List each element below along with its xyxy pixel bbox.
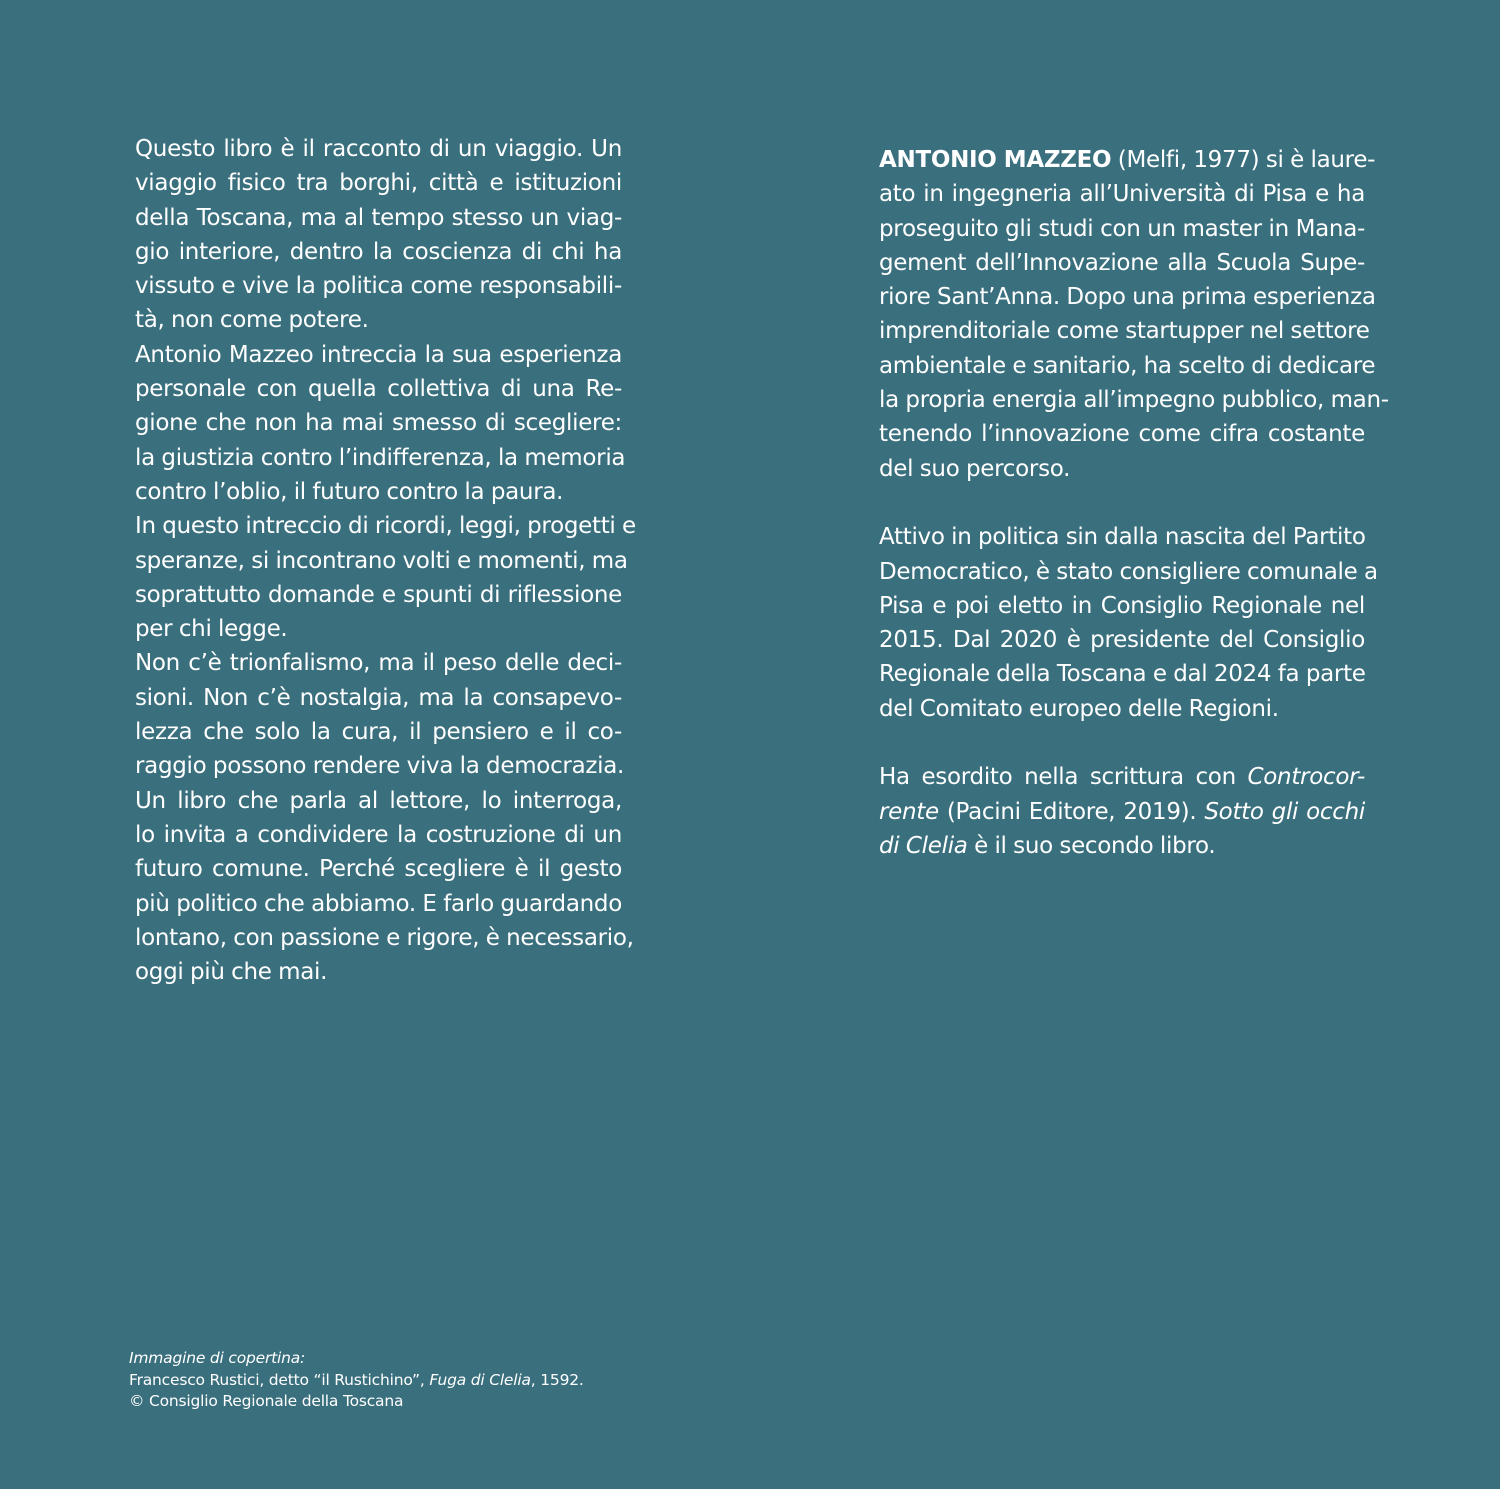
text-line: vissuto e vive la politica come responsabili-	[135, 273, 622, 300]
credits-artist: Francesco Rustici, detto “il Rustichino”,	[129, 1370, 430, 1389]
text-line: sioni. Non c’è nostalgia, ma la consapevo-	[135, 684, 622, 711]
bio-text: Ha esordito nella scrittura con	[879, 764, 1248, 791]
text-line: Questo libro è il racconto di un viaggio. Un	[135, 136, 622, 162]
text-line: Pisa e poi eletto in Consiglio Regionale nel	[879, 592, 1365, 619]
text-line: futuro comune. Perché scegliere è il gesto	[135, 856, 622, 883]
book-title-1-cont: rente	[879, 798, 939, 825]
text-line: ambientale e sanitario, ha scelto di dedicare	[879, 352, 1376, 379]
bio-line	[879, 760, 1365, 794]
text-line: Antonio Mazzeo intreccia la sua esperienza	[135, 341, 622, 368]
paragraph-gap	[879, 726, 1365, 760]
text-line: per chi legge.	[135, 616, 288, 643]
book-title-2: Sotto gli occhi	[1204, 798, 1365, 825]
text-line: oggi più che mai.	[135, 959, 328, 986]
book-title-2-cont: di Clelia	[879, 832, 968, 859]
credits-year: , 1592.	[530, 1370, 584, 1389]
text-line: la propria energia all’impegno pubblico, man-	[879, 387, 1389, 414]
bio-line	[879, 795, 1365, 829]
bio-text: (Melfi, 1977) si è laure-	[1111, 147, 1376, 173]
text-line: tenendo l’innovazione come cifra costante	[879, 421, 1365, 448]
text-line: lezza che solo la cura, il pensiero e il co-	[135, 719, 622, 746]
credits-work-title: Fuga di Clelia	[429, 1370, 531, 1389]
text-line: riore Sant’Anna. Dopo una prima esperienza	[879, 284, 1376, 311]
text-line: Attivo in politica sin dalla nascita del Partito	[879, 524, 1366, 551]
text-line: In questo intreccio di ricordi, leggi, progetti e	[135, 513, 636, 540]
text-line: 2015. Dal 2020 è presidente del Consiglio	[879, 627, 1365, 654]
text-line: tà, non come potere.	[135, 307, 369, 334]
text-line: proseguito gli studi con un master in Mana-	[879, 215, 1365, 242]
credits-copyright: © Consiglio Regionale della Toscana	[129, 1392, 404, 1410]
text-line: soprattutto domande e spunti di riflessione	[135, 581, 622, 608]
bio-paragraph-1	[879, 177, 1389, 486]
text-line: lontano, con passione e rigore, è necessario,	[135, 924, 634, 951]
text-line: Democratico, è stato consigliere comunale a	[879, 558, 1378, 585]
text-line: lo invita a condividere la costruzione di un	[135, 821, 622, 848]
book-title-1: Controcor-	[1247, 764, 1365, 791]
text-line: la giustizia contro l’indifferenza, la memoria	[135, 444, 626, 471]
blurb-text	[135, 132, 636, 989]
text-line: Un libro che parla al lettore, lo interroga,	[135, 787, 622, 814]
cover-image-credits	[129, 1348, 584, 1413]
bio-paragraph-2	[879, 520, 1378, 726]
text-line: ato in ingegneria all’Università di Pisa e ha	[879, 181, 1365, 208]
text-line: gione che non ha mai smesso di scegliere:	[135, 410, 622, 437]
bio-text: è il suo secondo libro.	[967, 832, 1216, 859]
bio-paragraph-3	[879, 760, 1365, 863]
text-line: del suo percorso.	[879, 455, 1071, 482]
credits-label: Immagine di copertina:	[129, 1349, 306, 1367]
paragraph-gap	[879, 486, 1365, 520]
text-line: della Toscana, ma al tempo stesso un viag-	[135, 204, 622, 231]
author-bio	[879, 143, 1389, 863]
text-line: viaggio fisico tra borghi, città e istituzioni	[135, 170, 622, 197]
bio-text: (Pacini Editore, 2019).	[938, 798, 1205, 825]
text-line: personale con quella collettiva di una Re-	[135, 376, 622, 403]
text-line: Non c’è trionfalismo, ma il peso delle deci-	[135, 650, 622, 677]
text-line: contro l’oblio, il futuro contro la paura.	[135, 478, 564, 505]
text-line: speranze, si incontrano volti e momenti, ma	[135, 547, 628, 574]
text-line: più politico che abbiamo. E farlo guardando	[135, 890, 622, 917]
text-line: del Comitato europeo delle Regioni.	[879, 695, 1279, 722]
text-line: raggio possono rendere viva la democrazia.	[135, 753, 625, 780]
bio-line	[879, 829, 1365, 863]
text-line: gement dell’Innovazione alla Scuola Supe-	[879, 249, 1365, 276]
credits-artwork	[129, 1370, 584, 1392]
text-line: Regionale della Toscana e dal 2024 fa parte	[879, 661, 1366, 688]
bio-line	[879, 143, 1376, 177]
text-line: gio interiore, dentro la coscienza di chi ha	[135, 238, 622, 265]
author-name: ANTONIO MAZZEO	[879, 147, 1112, 173]
text-line: imprenditoriale come startupper nel settore	[879, 318, 1370, 345]
